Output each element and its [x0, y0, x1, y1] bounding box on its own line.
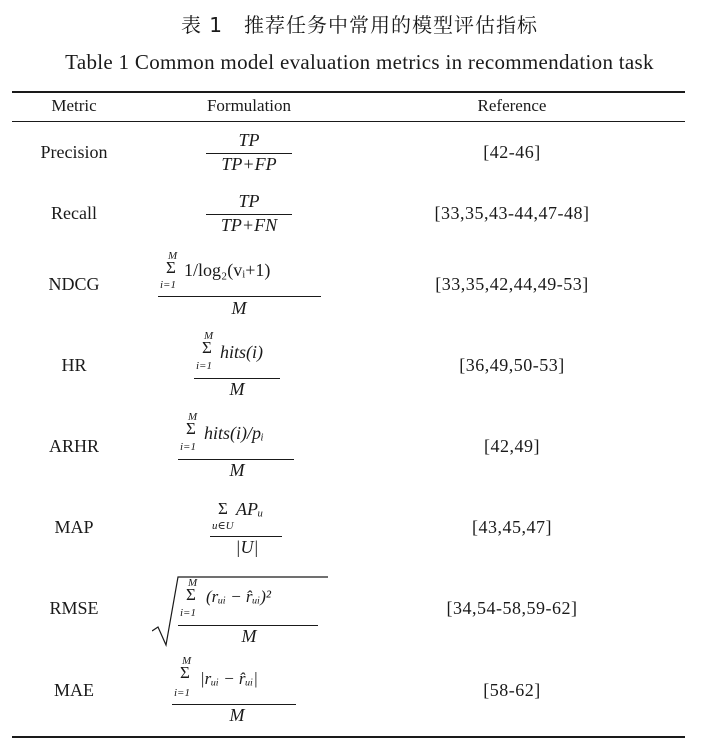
- formula-denominator: M: [229, 705, 245, 725]
- reference-list: [43,45,47]: [472, 517, 552, 537]
- metric-name: ARHR: [48, 436, 99, 456]
- formula: [136, 250, 362, 322]
- formula: [136, 573, 362, 649]
- table-row: [12, 330, 685, 402]
- table-row: [12, 573, 685, 649]
- sigma-symbol: Σ: [186, 419, 196, 438]
- table-row: [12, 128, 685, 180]
- sum-upper-limit: M: [204, 330, 214, 342]
- reference-list: [36,49,50-53]: [459, 355, 565, 375]
- bottom-rule: [12, 736, 685, 738]
- metric-name: Precision: [40, 142, 108, 162]
- reference-list: [42-46]: [483, 142, 541, 162]
- formula-numerator: hits(i): [220, 342, 263, 362]
- top-rule: [12, 91, 685, 93]
- formula-numerator: 1/log₂(vᵢ+1): [184, 260, 271, 280]
- header-metric: Metric: [51, 96, 97, 115]
- formula-numerator: (rᵤᵢ − r̂ᵤᵢ)²: [206, 587, 271, 606]
- table-caption-chinese: 表 1 推荐任务中常用的模型评估指标: [180, 13, 539, 37]
- formula-numerator: TP: [238, 191, 260, 211]
- table-row: [12, 190, 685, 242]
- metric-name: Recall: [51, 203, 97, 223]
- header-formulation: Formulation: [206, 96, 292, 115]
- metric-name: MAP: [54, 517, 94, 537]
- table-row: [12, 655, 685, 731]
- formula-denominator: TP+FP: [221, 154, 277, 174]
- sum-upper-limit: M: [188, 577, 198, 589]
- reference-list: [33,35,43-44,47-48]: [434, 203, 590, 223]
- sum-lower-limit: u∈U: [212, 520, 234, 532]
- sigma-symbol: Σ: [180, 663, 190, 682]
- formula-denominator: |U|: [235, 537, 259, 557]
- formula-numerator: TP: [238, 130, 260, 150]
- reference-list: [33,35,42,44,49-53]: [435, 274, 589, 294]
- formula: [136, 128, 362, 180]
- metric-name: MAE: [54, 680, 94, 700]
- formula-denominator: M: [241, 626, 257, 646]
- formula: [136, 411, 362, 483]
- sum-lower-limit: i=1: [180, 607, 196, 619]
- formula-numerator: |rᵤᵢ − r̂ᵤᵢ|: [200, 669, 258, 688]
- table-row: [12, 411, 685, 483]
- header-reference: Reference: [477, 96, 547, 115]
- sum-upper-limit: M: [168, 250, 178, 262]
- sigma-symbol: Σ: [202, 338, 212, 357]
- metric-name: NDCG: [48, 274, 100, 294]
- sigma-symbol: Σ: [186, 585, 196, 604]
- formula-numerator: APᵤ: [236, 499, 264, 519]
- table-row: [12, 493, 685, 563]
- header-rule: [12, 121, 685, 122]
- formula: [136, 190, 362, 242]
- sum-lower-limit: i=1: [196, 360, 212, 372]
- formula: [136, 655, 362, 731]
- formula-numerator: hits(i)/pᵢ: [204, 423, 264, 443]
- formula: [136, 493, 362, 563]
- table-row: [12, 250, 685, 322]
- metric-name: HR: [61, 355, 87, 375]
- sum-upper-limit: M: [188, 411, 198, 423]
- reference-list: [58-62]: [483, 680, 541, 700]
- fraction-bar: [158, 296, 321, 297]
- formula: [136, 330, 362, 402]
- sigma-symbol: Σ: [166, 258, 176, 277]
- formula-denominator: M: [229, 379, 245, 399]
- formula-denominator: M: [229, 460, 245, 480]
- formula-denominator: TP+FN: [220, 215, 278, 235]
- sum-upper-limit: M: [182, 655, 192, 667]
- reference-list: [34,54-58,59-62]: [446, 598, 578, 618]
- sum-lower-limit: i=1: [180, 441, 196, 453]
- reference-list: [42,49]: [484, 436, 540, 456]
- table-caption-english: Table 1 Common model evaluation metrics in recommendation task: [65, 50, 654, 74]
- formula-denominator: M: [231, 298, 247, 318]
- sum-lower-limit: i=1: [160, 279, 176, 291]
- metric-name: RMSE: [49, 598, 99, 618]
- sum-lower-limit: i=1: [174, 687, 190, 699]
- sigma-symbol: Σ: [218, 499, 228, 518]
